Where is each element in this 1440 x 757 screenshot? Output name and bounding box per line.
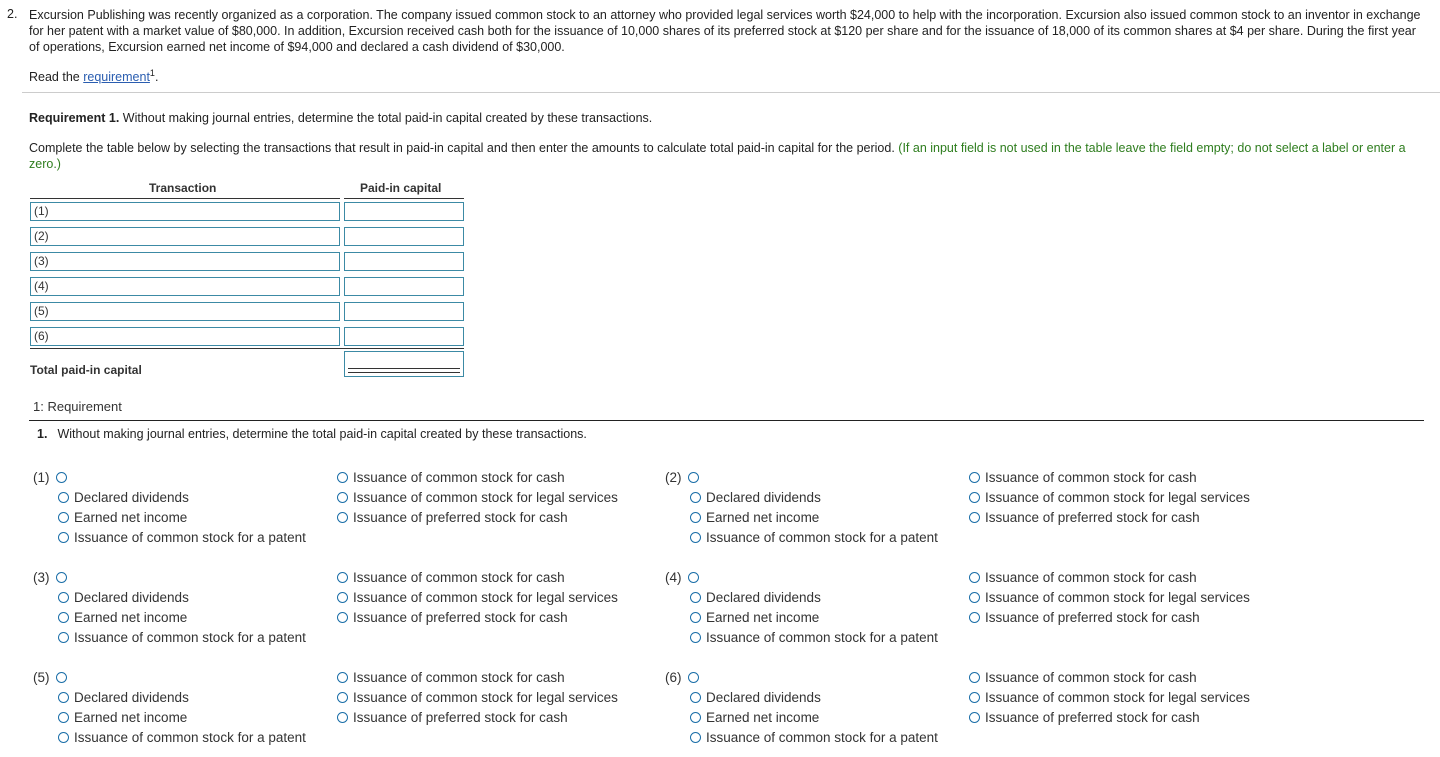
radio-button[interactable] [58, 692, 69, 703]
paid-in-input[interactable] [344, 327, 464, 346]
radio-button[interactable] [58, 732, 69, 743]
option-item[interactable]: Issuance of common stock for legal services [969, 690, 1250, 705]
radio-button[interactable] [56, 572, 67, 583]
option-item[interactable]: Issuance of common stock for legal services [969, 590, 1250, 605]
radio-button[interactable] [58, 532, 69, 543]
question-text: Excursion Publishing was recently organized as a corporation. The company issued common stock to an attorney who provided legal services worth $24,000 to help with the incorporation. Excursion also issued common stock to an inventor in exchange for her patent with a market value of $80,000. In addition, Excursion received cash both for the issuance of 10,000 shares of its preferred stock at $120 per share and for the issuance of 18,000 of its common shares at $4 per share. During the first year of operations, Excursion earned net income of $94,000 and declared a cash dividend of $30,000. [29, 8, 1421, 54]
option-group-label: (1) [33, 470, 72, 485]
requirement-link[interactable]: requirement [83, 70, 150, 85]
instructions: Complete the table below by selecting the transactions that result in paid-in capital and then enter the amounts to calculate total paid-in capital for the period. (If an input field is not used in the table leave the field empty; do not select a label or enter a zero.) [29, 141, 1406, 171]
option-item[interactable]: Earned net income [690, 610, 819, 625]
radio-button[interactable] [337, 672, 348, 683]
radio-button[interactable] [337, 612, 348, 623]
radio-button[interactable] [56, 472, 67, 483]
transaction-select[interactable]: (1) [30, 202, 340, 221]
read-requirement: Read the requirement$^1$. [29, 68, 159, 85]
transaction-select[interactable]: (6) [30, 327, 340, 346]
radio-button[interactable] [690, 592, 701, 603]
option-item[interactable]: Declared dividends [690, 490, 821, 505]
radio-button[interactable] [688, 472, 699, 483]
paid-in-input[interactable] [344, 252, 464, 271]
option-group-label: (3) [33, 570, 72, 585]
paid-in-input[interactable] [344, 302, 464, 321]
popup-divider [29, 420, 1424, 421]
radio-button[interactable] [969, 692, 980, 703]
radio-button[interactable] [690, 632, 701, 643]
option-item[interactable]: Issuance of common stock for legal services [969, 490, 1250, 505]
radio-button[interactable] [56, 672, 67, 683]
option-item[interactable]: Earned net income [58, 510, 187, 525]
option-group-label: (4) [665, 570, 704, 585]
option-item[interactable]: Issuance of common stock for a patent [58, 730, 306, 745]
radio-button[interactable] [688, 672, 699, 683]
radio-button[interactable] [969, 672, 980, 683]
radio-button[interactable] [690, 712, 701, 723]
option-item[interactable]: Declared dividends [58, 690, 189, 705]
col-header-transaction: Transaction [149, 181, 217, 195]
radio-button[interactable] [337, 572, 348, 583]
requirement-heading: Requirement 1. Without making journal entries, determine the total paid-in capital created by these transactions. [29, 111, 653, 125]
option-item[interactable]: Issuance of common stock for a patent [690, 730, 938, 745]
option-item[interactable]: Issuance of preferred stock for cash [337, 710, 568, 725]
radio-button[interactable] [58, 712, 69, 723]
transaction-select[interactable]: (5) [30, 302, 340, 321]
option-item[interactable]: Issuance of common stock for legal services [337, 490, 618, 505]
paid-in-input[interactable] [344, 227, 464, 246]
transaction-select[interactable]: (3) [30, 252, 340, 271]
radio-button[interactable] [58, 592, 69, 603]
option-group-label: (5) [33, 670, 72, 685]
paid-in-input[interactable] [344, 202, 464, 221]
paid-in-input[interactable] [344, 277, 464, 296]
option-item[interactable]: Issuance of common stock for cash [969, 670, 1197, 685]
option-item[interactable]: Earned net income [58, 710, 187, 725]
radio-button[interactable] [969, 712, 980, 723]
option-item[interactable]: Issuance of common stock for cash [337, 670, 565, 685]
option-group-label: (6) [665, 670, 704, 685]
transaction-select[interactable]: (2) [30, 227, 340, 246]
radio-button[interactable] [690, 612, 701, 623]
option-item[interactable]: Declared dividends [690, 590, 821, 605]
option-item[interactable]: Declared dividends [58, 590, 189, 605]
instruction-note: (If an input field is not used in the table leave the field empty; do not select a label or enter a zero.) [29, 141, 1406, 171]
requirement-sup: 1 [149, 68, 155, 78]
option-item[interactable]: Declared dividends [690, 690, 821, 705]
option-item[interactable]: Issuance of common stock for a patent [58, 530, 306, 545]
option-item[interactable]: Issuance of common stock for a patent [690, 530, 938, 545]
popup-body: 1. Without making journal entries, determine the total paid-in capital created by these transactions. [37, 427, 587, 441]
option-item[interactable]: Earned net income [690, 510, 819, 525]
total-label: Total paid-in capital [30, 363, 142, 377]
option-item[interactable]: Issuance of preferred stock for cash [337, 510, 568, 525]
radio-button[interactable] [969, 592, 980, 603]
radio-button[interactable] [969, 612, 980, 623]
option-item[interactable]: Declared dividends [58, 490, 189, 505]
option-item[interactable]: Issuance of common stock for cash [337, 570, 565, 585]
option-item[interactable]: Issuance of common stock for legal services [337, 590, 618, 605]
radio-button[interactable] [58, 612, 69, 623]
option-item[interactable]: Issuance of preferred stock for cash [969, 710, 1200, 725]
radio-button[interactable] [690, 512, 701, 523]
option-item[interactable]: Issuance of common stock for cash [337, 470, 565, 485]
radio-button[interactable] [58, 632, 69, 643]
option-item[interactable]: Issuance of common stock for a patent [690, 630, 938, 645]
option-item[interactable]: Issuance of common stock for cash [969, 570, 1197, 585]
option-item[interactable]: Issuance of common stock for a patent [58, 630, 306, 645]
header-underline [30, 198, 340, 199]
option-group-label: (2) [665, 470, 704, 485]
radio-button[interactable] [337, 512, 348, 523]
popup-title: 1: Requirement [33, 399, 122, 414]
radio-button[interactable] [690, 732, 701, 743]
transaction-select[interactable]: (4) [30, 277, 340, 296]
radio-button[interactable] [969, 472, 980, 483]
header-underline [344, 198, 464, 199]
option-item[interactable]: Issuance of common stock for legal services [337, 690, 618, 705]
radio-button[interactable] [337, 492, 348, 503]
total-paid-in-input[interactable] [344, 351, 464, 377]
question-number: 2. [7, 7, 18, 21]
radio-button[interactable] [337, 592, 348, 603]
radio-button[interactable] [337, 712, 348, 723]
option-item[interactable]: Earned net income [58, 610, 187, 625]
radio-button[interactable] [969, 572, 980, 583]
divider [22, 92, 1440, 93]
option-item[interactable]: Earned net income [690, 710, 819, 725]
option-item[interactable]: Issuance of preferred stock for cash [969, 510, 1200, 525]
radio-button[interactable] [337, 472, 348, 483]
col-header-paid-in: Paid-in capital [360, 181, 442, 195]
radio-button[interactable] [690, 692, 701, 703]
radio-button[interactable] [690, 532, 701, 543]
radio-button[interactable] [969, 512, 980, 523]
option-item[interactable]: Issuance of common stock for cash [969, 470, 1197, 485]
radio-button[interactable] [58, 492, 69, 503]
radio-button[interactable] [969, 492, 980, 503]
option-item[interactable]: Issuance of preferred stock for cash [337, 610, 568, 625]
radio-button[interactable] [690, 492, 701, 503]
option-item[interactable]: Issuance of preferred stock for cash [969, 610, 1200, 625]
radio-button[interactable] [337, 692, 348, 703]
radio-button[interactable] [58, 512, 69, 523]
radio-button[interactable] [688, 572, 699, 583]
sum-line [30, 348, 464, 349]
